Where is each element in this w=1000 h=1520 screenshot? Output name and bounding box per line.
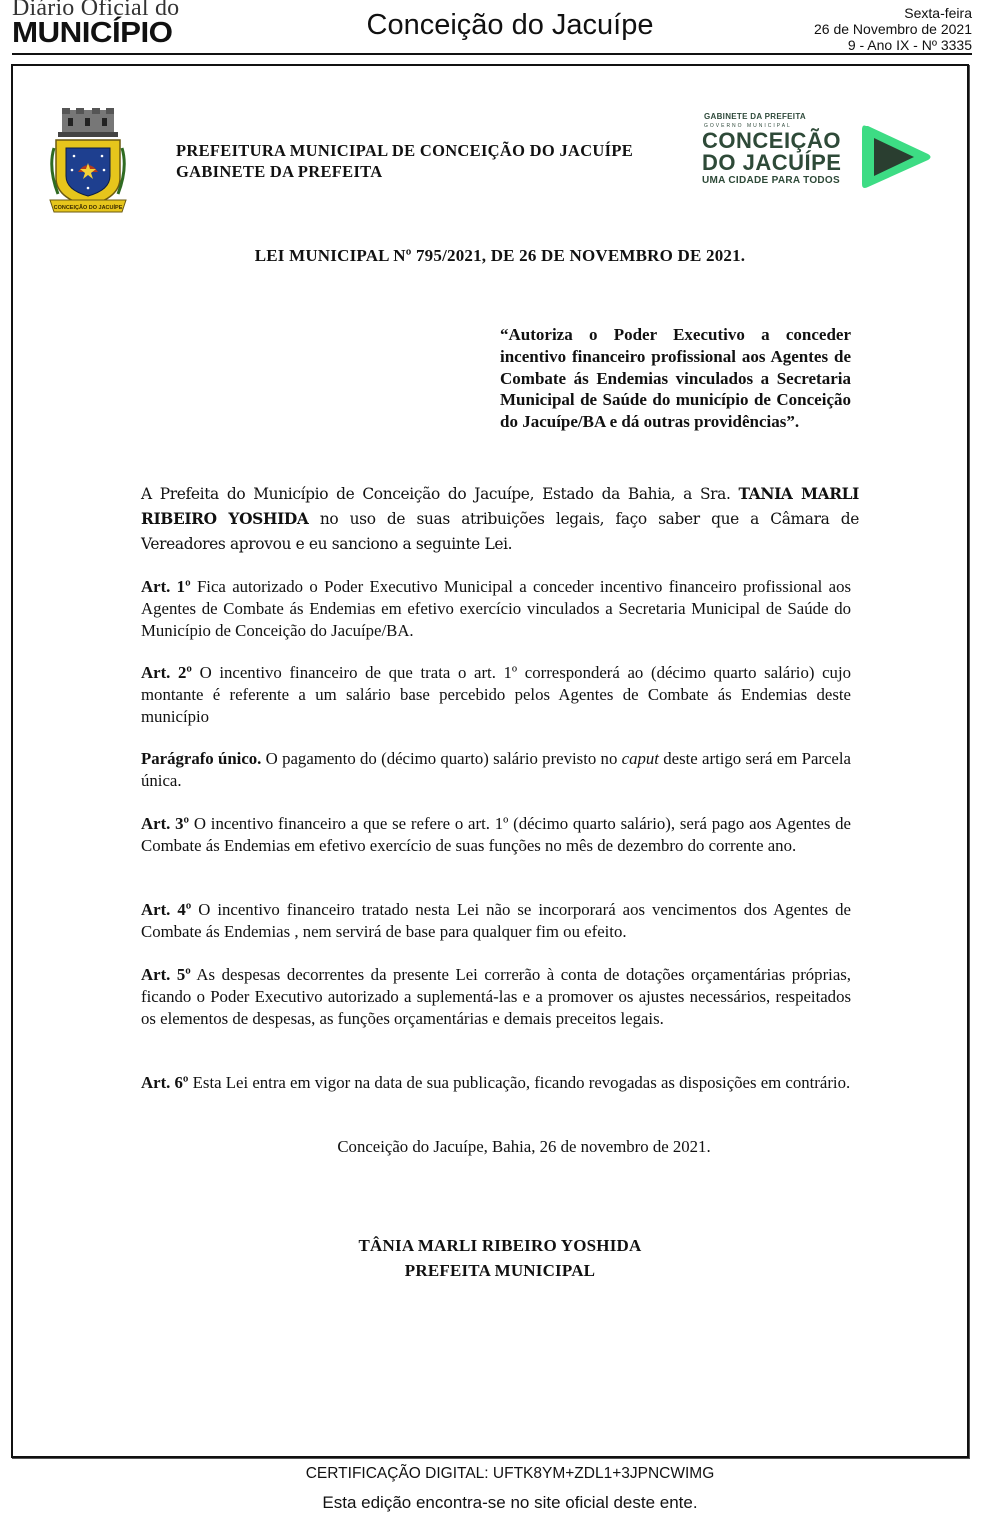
- logo-gabinete-text: GABINETE DA PREFEITA: [704, 112, 807, 121]
- article-label: Art. 1º: [141, 577, 191, 596]
- article-text: As despesas decorrentes da presente Lei correrão à conta de dotações orçamentárias próprias, ficando o Poder Executivo autorizado a suplementá-las e a promover os ajustes necessários, respeitados os elementos de despesas, as funções orçamentárias e demais preceitos legais.: [141, 965, 851, 1028]
- coat-of-arms-icon: [48, 108, 128, 218]
- article-2: [141, 662, 851, 727]
- article-text: O incentivo financeiro de que trata o art. 1º corresponderá ao (décimo quarto salário) cujo montante é referente a um salário base percebido pelos Agentes de Combate ás Endemias deste município: [141, 663, 851, 726]
- logo-city-line1: CONCEIÇÃO: [702, 128, 841, 153]
- preamble-text-end: no uso de suas atribuições legais, faço saber que a Câmara de Vereadores aprovou e eu sanciono a seguinte Lei.: [141, 510, 859, 553]
- article-label: Art. 4º: [141, 900, 192, 919]
- article-text: O incentivo financeiro a que se refere o art. 1º (décimo quarto salário), será pago aos Agentes de Combate ás Endemias em efetivo exercício de suas funções no mês de dezembro do corrente ano.: [141, 814, 851, 855]
- article-3: [141, 813, 851, 857]
- city-title: Conceição do Jacuípe: [366, 9, 654, 41]
- place-and-date: Conceição do Jacuípe, Bahia, 26 de novembro de 2021.: [337, 1137, 711, 1156]
- letterhead: [176, 140, 633, 182]
- digital-certification: CERTIFICAÇÃO DIGITAL: UFTK8YM+ZDL1+3JPNCWIMG: [305, 1465, 715, 1482]
- logo-governo-text: GOVERNO MUNICIPAL: [704, 123, 792, 129]
- masthead: [0, 0, 1000, 56]
- brand-name-bottom: MUNICÍPIO: [12, 17, 173, 49]
- weekday: Sexta-feira: [904, 5, 972, 21]
- article-label: Art. 3º: [141, 814, 190, 833]
- government-logo: [700, 112, 935, 198]
- article-text: O pagamento do (décimo quarto) salário previsto no: [261, 749, 622, 768]
- article-6: [141, 1072, 851, 1094]
- preamble-text-start: A Prefeita do Município de Conceição do Jacuípe, Estado da Bahia, a Sra.: [141, 485, 739, 503]
- article-label: Art. 6º: [141, 1073, 189, 1092]
- site-notice: Esta edição encontra-se no site oficial deste ente.: [322, 1493, 698, 1512]
- header-divider: [12, 53, 972, 55]
- logo-city-line2: DO JACUÍPE: [702, 150, 842, 175]
- article-label: Art. 2º: [141, 663, 192, 682]
- edition-date: 26 de Novembro de 2021: [814, 21, 972, 37]
- signatory-name: TÂNIA MARLI RIBEIRO YOSHIDA: [358, 1236, 642, 1255]
- edition-info: [814, 5, 972, 53]
- brand-name-top: Diário Oficial do: [12, 0, 180, 21]
- logo-slogan: UMA CIDADE PARA TODOS: [702, 175, 840, 186]
- signature-block: [0, 1233, 1000, 1283]
- paragrafo-unico: [141, 748, 851, 792]
- gabinete-name: GABINETE DA PREFEITA: [176, 162, 383, 181]
- prefeitura-name: PREFEITURA MUNICIPAL DE CONCEIÇÃO DO JACUÍPE: [176, 141, 634, 160]
- coat-of-arms-caption: CONCEIÇÃO DO JACUÍPE: [53, 205, 123, 211]
- play-triangle-icon: [858, 120, 934, 194]
- article-text: deste artigo será em Parcela única.: [141, 749, 851, 790]
- article-label: Art. 5º: [141, 965, 191, 984]
- preamble: [141, 482, 859, 557]
- edition-number: 9 - Ano IX - Nº 3335: [847, 37, 972, 53]
- signatory-role: PREFEITA MUNICIPAL: [404, 1261, 596, 1280]
- article-text: Esta Lei entra em vigor na data de sua publicação, ficando revogadas as disposições em contrário.: [188, 1073, 851, 1092]
- article-1: [141, 576, 851, 641]
- article-5: [141, 964, 851, 1029]
- law-summary: “Autoriza o Poder Executivo a conceder incentivo financeiro profissional aos Agentes de Combate ás Endemias vinculados a Secretaria Municipal de Saúde do município de Conceição do Jacuípe/BA e dá outras providências”.: [500, 325, 851, 432]
- article-label: Parágrafo único.: [141, 749, 262, 768]
- law-title: LEI MUNICIPAL Nº 795/2021, DE 26 DE NOVEMBRO DE 2021.: [254, 246, 746, 265]
- article-4: [141, 899, 851, 943]
- article-text: Fica autorizado o Poder Executivo Municipal a conceder incentivo financeiro profissional aos Agentes de Combate ás Endemias em efetivo exercício vinculados a Secretaria Municipal de Saúde do Município de Conceição do Jacuípe/BA.: [141, 577, 851, 640]
- article-text: O incentivo financeiro tratado nesta Lei não se incorporará aos vencimentos dos Agentes de Combate ás Endemias , nem servirá de base para qualquer fim ou efeito.: [141, 900, 851, 941]
- mayor-name: TANIA MARLI RIBEIRO YOSHIDA: [141, 485, 859, 528]
- caput-term: caput: [621, 749, 659, 768]
